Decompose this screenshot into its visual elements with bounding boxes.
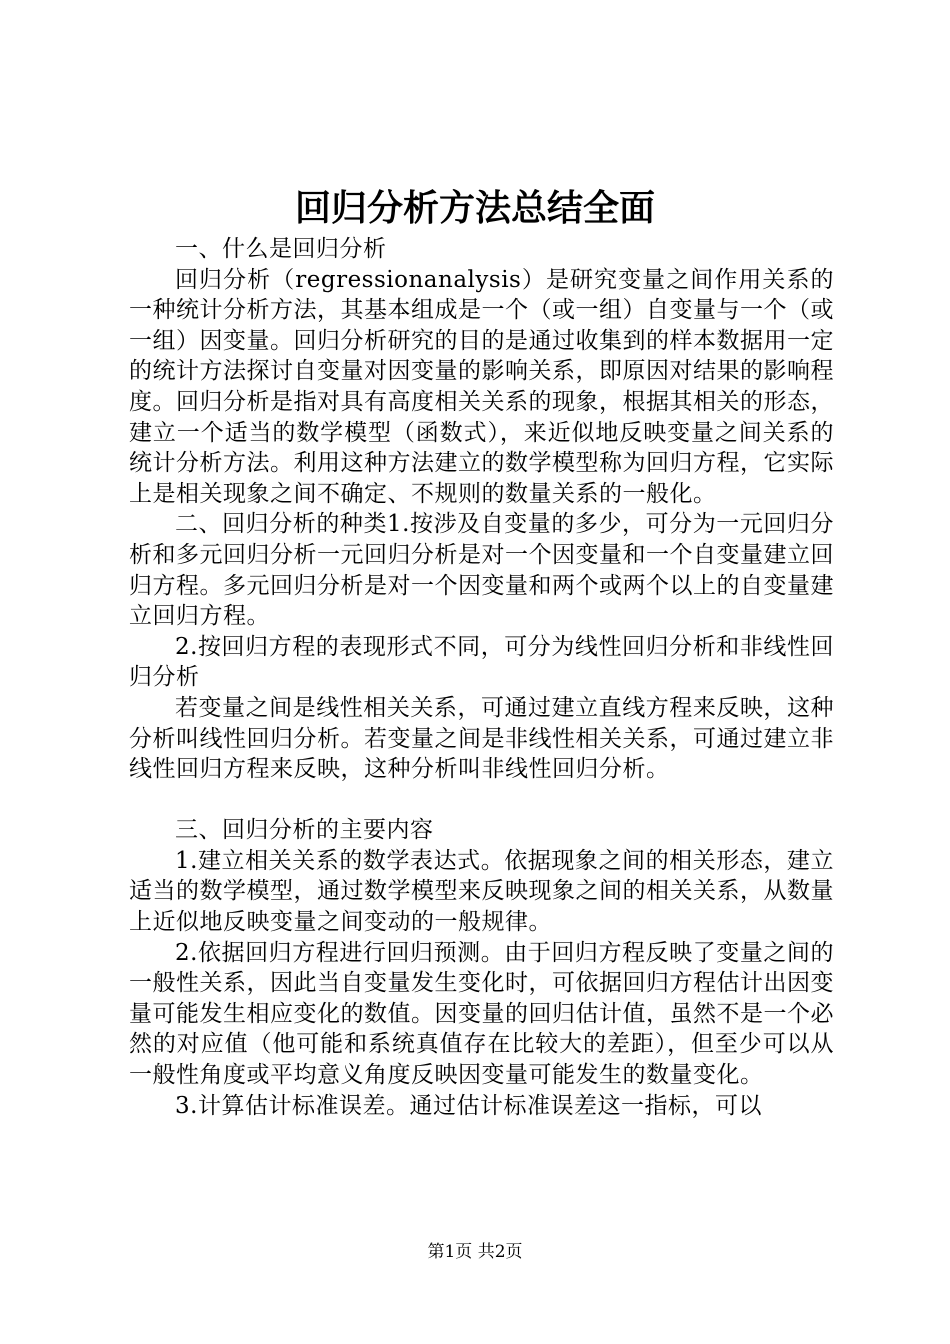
blank-line (129, 785, 834, 816)
paragraph-content-3: 3.计算估计标准误差。通过估计标准误差这一指标，可以 (175, 1092, 762, 1119)
paragraph-types: 二、回归分析的种类1.按涉及自变量的多少，可分为一元回归分析和多元回归分析一元回归分析是对一个因变量和一个自变量建立回归方程。多元回归分析是对一个因变量和两个或两个以上的自变量建立回归方程。 (129, 511, 834, 630)
paragraph-definition: 回归分析（regressionanalysis）是研究变量之间作用关系的一种统计分析方法，其基本组成是一个（或一组）自变量与一个（或一组）因变量。回归分析研究的目的是通过收集到的样本数据用一定的统计方法探讨自变量对因变量的影响关系，即原因对结果的影响程度。回归分析是指对具有高度相关关系的现象，根据其相关的形态，建立一个适当的数学模型（函数式），来近似地反映变量之间关系的统计分析方法。利用这种方法建立的数学模型称为回归方程，它实际上是相关现象之间不确定、不规则的数量关系的一般化。 (129, 266, 834, 507)
section-heading-3: 三、回归分析的主要内容 (175, 817, 434, 844)
document-body (129, 234, 834, 1121)
document-title: 回归分析方法总结全面 (294, 187, 655, 229)
section-heading-1: 一、什么是回归分析 (175, 236, 387, 262)
paragraph-content-2: 2.依据回归方程进行回归预测。由于回归方程反映了变量之间的一般性关系，因此当自变量发生变化时，可依据回归方程估计出因变量可能发生相应变化的数值。因变量的回归估计值，虽然不是一个必然的对应值（他可能和系统真值存在比较大的差距），但至少可以从一般性角度或平均意义角度反映因变量可能发生的数量变化。 (129, 939, 834, 1089)
paragraph-types-2: 2.按回归方程的表现形式不同，可分为线性回归分析和非线性回归分析 (129, 633, 834, 691)
paragraph-content-1: 1.建立相关关系的数学表达式。依据现象之间的相关形态，建立适当的数学模型，通过数学模型来反映现象之间的相关关系，从数量上近似地反映变量之间变动的一般规律。 (129, 847, 834, 936)
paragraph-linear: 若变量之间是线性相关关系，可通过建立直线方程来反映，这种分析叫线性回归分析。若变量之间是非线性相关关系，可通过建立非线性回归方程来反映，这种分析叫非线性回归分析。 (129, 694, 834, 783)
page-footer: 第1页 共2页 (427, 1242, 523, 1262)
